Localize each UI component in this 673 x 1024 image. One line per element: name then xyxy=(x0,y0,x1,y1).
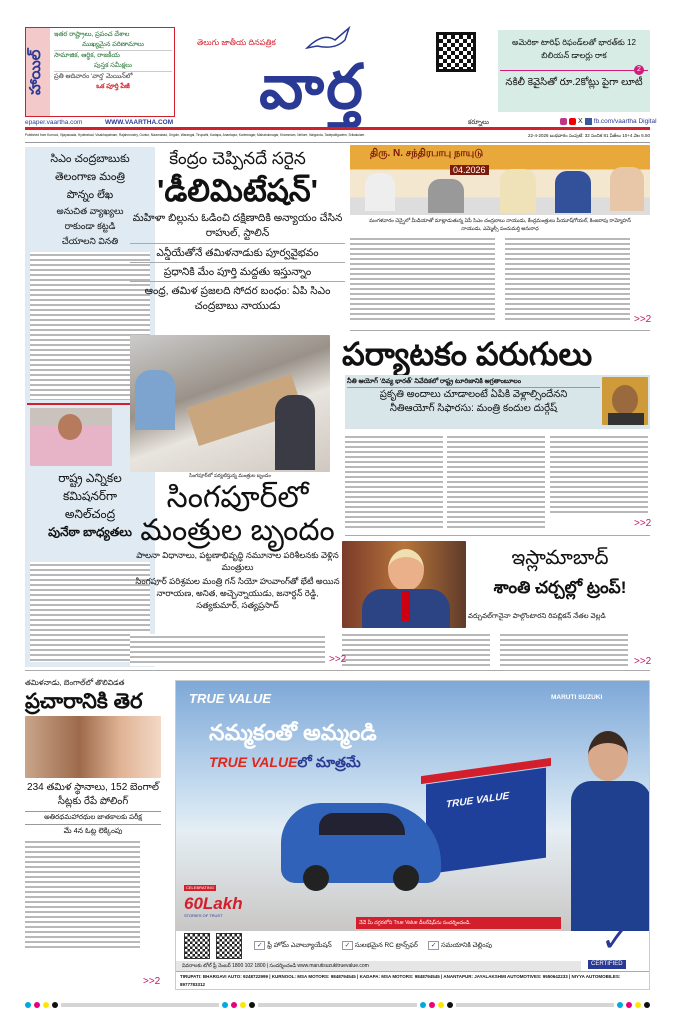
promo-box xyxy=(25,27,175,117)
continued-link[interactable]: >>2 xyxy=(634,656,652,667)
singapore-sub: సింగపూర్ పరిశ్రమల మంత్రి గన్ సియో హువాంగ్‌తో భేటీ అయిన నారాయణ, అనిత, అచ్చెన్నాయుడు, జనార్దన్ రెడ్డి, సత్యకుమార్, సత్యప్రసాద్ xyxy=(135,576,340,610)
feature-label: సులభమైన RC ట్రాన్స్‌ఫర్ xyxy=(354,942,418,949)
check-icon: ✓ xyxy=(342,941,353,950)
logo: వార్త xyxy=(259,53,365,122)
body-text xyxy=(342,632,490,666)
teaser-2[interactable]: నకిలీ కెవైసితో రూ.2కోట్లు పైగా లూటీ xyxy=(505,77,643,88)
ad-brand: TRUE VALUE xyxy=(189,691,272,706)
ad-subline xyxy=(209,753,361,771)
headline[interactable]: రాష్ట్ర ఎన్నికల xyxy=(58,471,122,485)
singapore-headline[interactable]: మంత్రుల బృందం xyxy=(140,514,335,547)
body-text xyxy=(505,236,630,322)
headline[interactable]: పునేఠా బాధ్యతలు xyxy=(48,525,132,539)
lead-headline[interactable]: 'డీలిమిటేషన్' xyxy=(156,173,318,208)
promo-line: ఇతర రాష్ట్రాలు, ప్రపంచ దేశాల xyxy=(54,31,130,38)
true-value-ad[interactable] xyxy=(175,680,650,990)
feature-list xyxy=(254,941,492,951)
singapore-photo xyxy=(130,335,330,472)
inked-finger-photo xyxy=(25,716,161,778)
lead-story[interactable] xyxy=(130,147,345,314)
dove-icon xyxy=(305,26,355,54)
celebrating-badge xyxy=(184,876,269,919)
divider xyxy=(350,330,650,331)
teaser-page-badge: 2 xyxy=(634,65,644,75)
car-image xyxy=(281,803,441,883)
celebrating-label: CELEBRATING xyxy=(186,885,214,890)
promo-line: పుస్తక సమీక్షలు xyxy=(94,62,132,69)
polls-kicker: తమిళనాడు, బెంగాల్‌లో తొలివిడత xyxy=(25,678,125,687)
dateline: 22-4-2026 బుధవారం సంపుటి: 32 సంచిక 81 పేజీలు 10+4 వెల 6.50 xyxy=(528,133,650,138)
trump-photo xyxy=(342,541,466,628)
body-text xyxy=(447,434,545,528)
banner-date: 04.2026 xyxy=(450,165,489,175)
feature-item xyxy=(428,941,492,951)
continued-link[interactable]: >>2 xyxy=(634,314,652,325)
certified-badge: CERTIFIED xyxy=(588,960,626,969)
body-text xyxy=(25,839,140,951)
singapore-photo-caption: సింగపూర్‌లో పర్యటిస్తున్న మంత్రుల బృందం xyxy=(189,473,271,479)
ad-red-strip: నేడే మీ దగ్గరలోని True Value డీలర్‌షిప్‌ను సందర్శించండి. xyxy=(356,917,561,929)
feature-label: సమయానికి చెల్లింపు xyxy=(441,942,493,949)
feature-item xyxy=(254,941,332,951)
ad-maker: MARUTI SUZUKI xyxy=(551,694,603,701)
ambassador-image xyxy=(566,731,650,931)
subhead: చేయాలని వినతి xyxy=(61,236,119,246)
epaper-link[interactable]: epaper.vaartha.com xyxy=(25,119,83,126)
ad-contact[interactable]: వివరాలకు టోల్ ఫ్రీ నెంబర్ 1800 102 1800 | సందర్శించండి www.marutisuzukitruevalue.com xyxy=(176,961,581,971)
sixty-lakh-label: 60Lakh xyxy=(184,894,243,913)
tourism-headline[interactable]: పర్యాటకం పరుగులు xyxy=(342,336,593,372)
singapore-story[interactable] xyxy=(130,481,345,611)
print-color-bar xyxy=(25,1002,650,1008)
singapore-headline[interactable]: సింగపూర్‌లో xyxy=(166,481,309,514)
store-sign: TRUE VALUE xyxy=(446,790,510,811)
check-icon: ✓ xyxy=(428,941,439,950)
play-store-qr[interactable] xyxy=(216,933,242,959)
divider xyxy=(25,670,650,671)
body-text xyxy=(350,236,495,322)
teaser-1[interactable]: అమెరికా టారిఫ్ రిఫండ్‌లతో భారత్‌కు 12 బిలియన్ డాలర్లు రాక xyxy=(512,38,636,60)
ad-dealers: TIRUPATI: BHARGAVI AUTO: 9248722999 | KURNOOL: MSA MOTORS: 9848794545 | KADAPA: MSA MOTORS: 9848794545 | ANANTAPUR: JAYALAKSHMI AUTOMOTIVES: 9550642233 | NIYYA AUTOMOBILES: 8977783312 xyxy=(176,971,649,990)
polls-sub: మే 4న ఓట్ల లెక్కింపు xyxy=(63,826,123,835)
promo-line: సామాజిక, ఆర్థిక, రాజకీయ xyxy=(54,50,172,61)
headline[interactable]: అనిల్‌చంద్ర xyxy=(64,507,116,521)
tourism-text xyxy=(347,377,600,416)
facebook-icon[interactable] xyxy=(585,118,592,125)
instagram-icon[interactable] xyxy=(560,118,567,125)
social-icons[interactable] xyxy=(560,118,657,125)
singapore-sub: పాలనా విధానాలు, పట్టణాభివృద్ధి నమూనాల పరిశీలనకు వెళ్లిన మంత్రులు xyxy=(136,550,339,572)
app-store-qr[interactable] xyxy=(184,933,210,959)
x-icon[interactable]: X xyxy=(578,118,583,125)
editions-line: Published from Kurnool, Vijayawada, Hyderabad, Visakhapatnam, Rajahmundry, Guntur, Nizamabad, Ongole, Warangal, Tirupathi, Kadapa, Anantapur, Karimnagar, Mahabubnagar, Khammam, Nellore, Nalgonda, Tadepalligudem, Srikakulam xyxy=(25,133,365,137)
promo-line: ముఖ్యమైన పరిణామాలు xyxy=(82,41,144,48)
continued-link[interactable]: >>2 xyxy=(634,518,652,529)
banner-text: திரு. N. சந்திரபாபு நாயுடு xyxy=(370,148,484,159)
trump-headline[interactable]: శాంతి చర్చల్లో ట్రంప్! xyxy=(493,578,627,597)
headline[interactable]: పొన్నం లేఖ xyxy=(66,189,114,201)
promo-vertical-title: హాయిల్ xyxy=(26,28,50,116)
lead-kicker: కేంద్రం చెప్పినదే సరైన xyxy=(169,149,306,168)
headline[interactable]: తెలంగాణ మంత్రి xyxy=(54,171,126,183)
body-text xyxy=(550,434,648,514)
lead-sub: ఆంధ్ర, తమిళ ప్రజలది సోదర బంధం: ఏపి సిఎం చంద్రబాబు నాయుడు xyxy=(144,285,331,312)
continued-link[interactable]: >>2 xyxy=(143,976,161,987)
lead-sub: ప్రధానికి మేం పూర్తి మద్దతు ఇస్తున్నాం xyxy=(130,263,345,282)
polls-headline[interactable]: ప్రచారానికి తెర xyxy=(25,690,143,713)
lead-photo-caption: మంగళవారం చెన్నైలో మీడియాతో మాట్లాడుతున్న ఏపీ సిఎం చంద్రబాబు నాయుడు, కేంద్రమంత్రులు పీయూష్‌గోయల్, కింజరాపు రామ్మోహన్ నాయుడు, ఎమ్మెల్సీ పంచుమర్తి అనురాధ xyxy=(369,218,631,232)
tagline: తెలుగు జాతీయ దినపత్రిక xyxy=(197,38,276,47)
lead-sub: ఎన్డీయేతోనే తమిళనాడుకు పూర్వవైభవం xyxy=(130,244,345,263)
headline[interactable]: కమిషనర్‌గా xyxy=(62,489,118,503)
masthead-rule xyxy=(25,127,650,130)
lead-sub: మహిళా బిల్లును ఓడించి దక్షిణాదికి అన్యాయం చేసిన రాహుల్, స్టాలిన్ xyxy=(130,211,345,244)
trump-sub: వర్చువల్‌గానైనా పాల్గొంటారని రిపబ్లికన్ నేతల వెల్లడి xyxy=(468,613,606,620)
ad-subline-brand: TRUE VALUE xyxy=(209,754,298,770)
subhead: రాకుండా కట్టడి xyxy=(64,221,116,231)
divider xyxy=(345,535,650,536)
lead-photo xyxy=(350,145,650,215)
polls-story[interactable] xyxy=(25,677,161,951)
continued-link[interactable]: >>2 xyxy=(329,654,347,665)
website-link[interactable]: WWW.VAARTHA.COM xyxy=(105,119,174,126)
official-photo xyxy=(30,408,112,466)
social-handle[interactable]: fb.com/vaartha Digital xyxy=(593,118,657,125)
body-text xyxy=(500,632,628,666)
tourism-sub: ప్రకృతి అందాలు చూడాలంటే ఏపికి వెళ్లాల్సిందేనని xyxy=(379,389,568,400)
subhead: అనుచిత వ్యాఖ్యలు xyxy=(56,206,124,216)
ad-headline: నమ్మకంతో అమ్మండి xyxy=(209,720,377,745)
body-text xyxy=(130,634,325,666)
trump-story[interactable] xyxy=(470,543,650,603)
check-icon: ✓ xyxy=(254,941,265,950)
qr-code-icon[interactable] xyxy=(436,32,476,72)
big-check-icon: ✓ xyxy=(601,921,630,959)
store-building xyxy=(426,768,546,875)
polls-sub: 234 తమిళ స్థానాలు, 152 బెంగాల్ సీట్లకు రేపే పోలింగ్ xyxy=(27,782,159,807)
feature-label: ఫ్రీ హోమ్ ఎవాల్యూయేషన్ xyxy=(267,942,332,949)
ad-subline-text: లో మాత్రమే xyxy=(297,754,361,770)
tourism-sub: నీతిఆయోగ్ సిఫారసు: మంత్రి కందుల దుర్గేష్ xyxy=(389,403,558,414)
promo-line: ఒక పూర్తి పేజీ xyxy=(96,83,130,90)
youtube-icon[interactable] xyxy=(569,118,576,125)
stories-label: STORIES OF TRUST xyxy=(184,913,223,918)
minister-photo xyxy=(602,377,648,425)
trump-headline[interactable]: ఇస్లామాబాద్ xyxy=(511,547,609,569)
polls-sub: అతిరథమహారథుల జాతకాలకు పరీక్ష xyxy=(25,811,161,825)
teaser-box[interactable] xyxy=(498,30,650,112)
body-text xyxy=(345,434,443,528)
tourism-kicker: నీతి ఆయోగ్ 'దివ్య భారత్' నివేదికలో రాష్ట్ర టూరిజానికి అగ్రతాంబూలం xyxy=(347,377,600,388)
promo-line: ప్రతి ఆదివారం 'వార్త' మెయిన్‌లో xyxy=(54,71,172,82)
headline[interactable]: సిఎం చంద్రబాబుకు xyxy=(50,153,130,165)
rule xyxy=(25,142,650,143)
feature-item xyxy=(342,941,418,951)
city-label: కర్నూలు xyxy=(468,119,489,126)
